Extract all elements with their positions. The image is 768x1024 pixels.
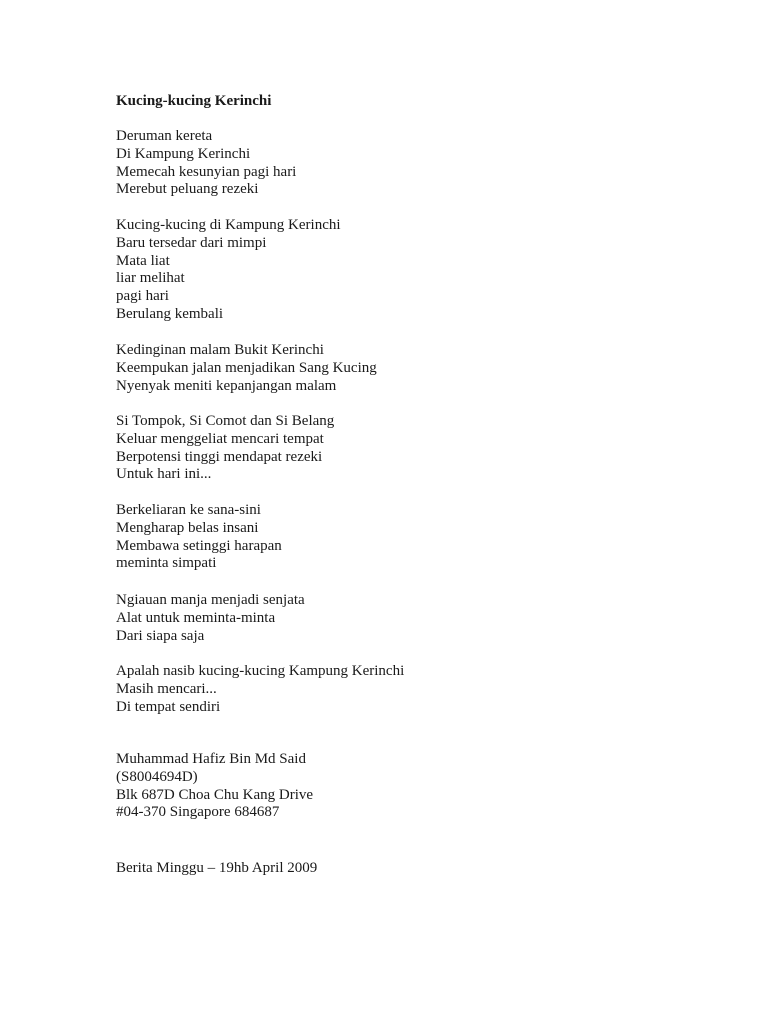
stanza-3 [116, 342, 377, 395]
poem-line: Untuk hari ini... [116, 466, 212, 483]
poem-line: Di Kampung Kerinchi [116, 145, 251, 162]
poem-line: Kucing-kucing di Kampung Kerinchi [116, 217, 341, 233]
poem-line: Apalah nasib kucing-kucing Kampung Kerinchi [116, 663, 405, 679]
poem-line: Dari siapa saja [116, 627, 205, 644]
stanza-4 [116, 413, 334, 484]
author-address-line-2: #04-370 Singapore 684687 [116, 804, 280, 821]
poem-line: Memecah kesunyian pagi hari [116, 163, 297, 180]
poem-line: Keempukan jalan menjadikan Sang Kucing [116, 359, 377, 376]
poem-line: meminta simpati [116, 555, 217, 572]
poem-line: pagi hari [116, 288, 169, 305]
poem-line: Merebut peluang rezeki [116, 181, 259, 198]
poem-line: Membawa setinggi harapan [116, 537, 282, 554]
publication-source: Berita Minggu – 19hb April 2009 [116, 860, 318, 876]
stanza-7 [116, 663, 404, 716]
poem-line: Alat untuk meminta-minta [116, 609, 276, 626]
poem-line: Masih mencari... [116, 680, 217, 697]
poem-line: Ngiauan manja menjadi senjata [116, 592, 305, 608]
poem-line: Baru tersedar dari mimpi [116, 234, 267, 251]
stanza-5 [116, 502, 282, 573]
stanza-1 [116, 128, 296, 199]
poem-line: Keluar menggeliat mencari tempat [116, 430, 324, 447]
poem-line: Mengharap belas insani [116, 519, 259, 536]
poem-line: Di tempat sendiri [116, 698, 221, 715]
stanza-2 [116, 217, 341, 324]
poem-line: Si Tompok, Si Comot dan Si Belang [116, 413, 335, 429]
stanza-6 [116, 592, 305, 645]
poem-line: Berpotensi tinggi mendapat rezeki [116, 448, 323, 465]
author-address-line-1: Blk 687D Choa Chu Kang Drive [116, 786, 314, 803]
poem-line: liar melihat [116, 270, 185, 287]
poem-line: Berulang kembali [116, 305, 224, 322]
author-name: Muhammad Hafiz Bin Md Said [116, 751, 306, 767]
poem-line: Mata liat [116, 252, 170, 269]
poem-title: Kucing-kucing Kerinchi [116, 93, 272, 109]
publication-block [116, 860, 317, 878]
poem-line: Deruman kereta [116, 128, 213, 144]
document-page [116, 0, 736, 1024]
poem-line: Nyenyak meniti kepanjangan malam [116, 377, 337, 394]
author-id: (S8004694D) [116, 768, 198, 785]
poem-line: Berkeliaran ke sana-sini [116, 502, 261, 518]
poem-line: Kedinginan malam Bukit Kerinchi [116, 342, 324, 358]
author-block [116, 751, 313, 822]
